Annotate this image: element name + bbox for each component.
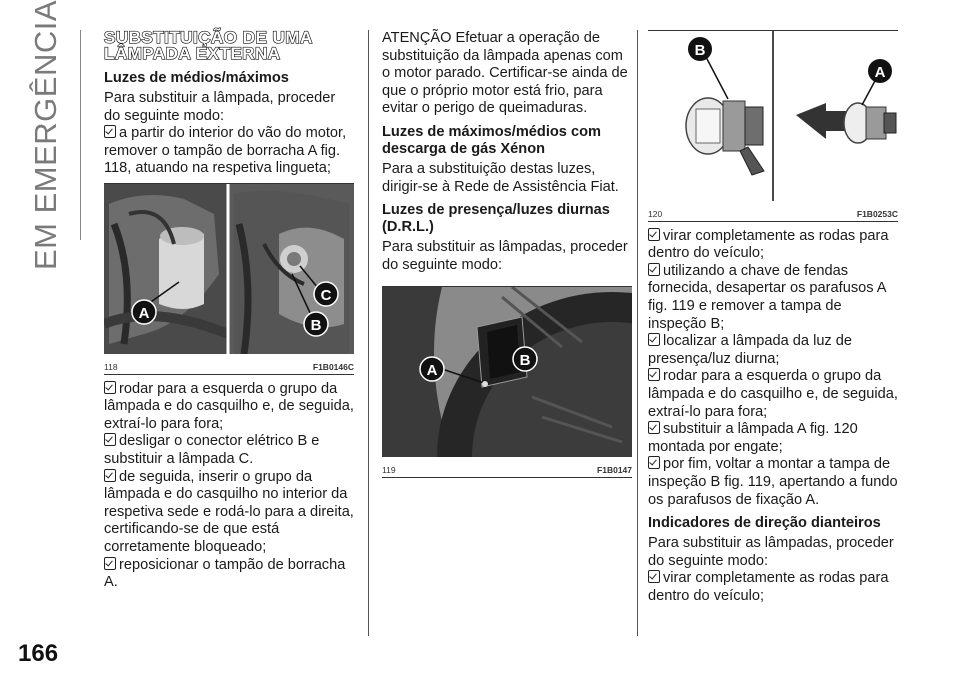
callout-a [868,59,892,83]
column-3 [648,30,898,605]
svg-text:A: A [426,362,438,380]
checkbox-bullet-icon [648,456,660,469]
svg-text:B: B [694,42,706,59]
figure-code: F1B0146C [312,361,354,372]
step-text: desligar o conector elétrico B e substituir a lâmpada C. [104,433,320,467]
column-divider-1 [368,30,369,636]
step-item [104,125,354,178]
figure-number: 120 [648,208,663,219]
step-item [104,469,354,557]
section-side-label-text: EM EMERGÊNCIA [28,0,63,271]
step-text: por fim, voltar a montar a tampa de inspeção B fig. 119, apertando a fundo os parafusos de fixação A. [648,456,898,508]
checkbox-bullet-icon [648,228,660,241]
page-number: 166 [18,640,59,667]
figure-119 [382,286,632,478]
step-item [648,570,898,605]
svg-text:A: A [874,64,886,81]
checkbox-bullet-icon [648,333,660,346]
checkbox-bullet-icon [104,469,116,482]
indicators-intro: Para substituir as lâmpadas, proceder do seguinte modo: [648,535,894,569]
svg-text:B: B [310,316,322,334]
checkbox-bullet-icon [104,433,116,446]
figure-number: 118 [104,361,118,372]
step-text: virar completamente as rodas para dentro do veículo; [648,227,889,262]
checkbox-bullet-icon [648,421,660,434]
checkbox-bullet-icon [104,381,116,394]
step-item [104,433,354,468]
xenon-text: Para a substituição destas luzes, dirigir-se à Rede de Assistência Fiat. [382,160,619,195]
step-item [648,263,898,333]
figure-caption [104,360,354,375]
checkbox-bullet-icon [648,368,660,381]
column-1 [104,30,354,592]
figure-caption [382,463,632,478]
heading-xenon: Luzes de máximos/médios com descarga de gás Xénon [382,123,601,157]
heading-turn-indicators: Indicadores de direção dianteiros [648,515,881,532]
figure-caption [648,207,898,222]
figure-118-image [104,184,354,354]
callout-b [513,347,537,371]
section-title-line1: SUBSTITUIÇÃO DE UMA [104,28,313,47]
intro-text: Para substituir a lâmpada, proceder do seguinte modo: [104,90,336,124]
heading-drl: Luzes de presença/luzes diurnas (D.R.L.) [382,202,610,236]
figure-code: F1B0253C [856,208,898,219]
figure-number: 119 [382,464,396,475]
section-title [104,30,354,62]
figure-119-image [382,287,632,457]
svg-text:A: A [138,304,150,322]
step-text: rodar para a esquerda o grupo da lâmpada e do casquilho e, de seguida, extraí-lo para fora; [648,368,898,420]
checkbox-bullet-icon [648,570,660,583]
svg-text:B: B [519,352,531,370]
step-text: virar completamente as rodas para dentro do veículo; [648,570,889,604]
heading-low-high-beam: Luzes de médios/máximos [104,70,289,86]
figure-118 [104,183,354,375]
step-item [104,381,354,434]
figure-120-image [648,31,898,201]
svg-text:C: C [320,286,332,304]
callout-a [420,357,444,381]
callout-c [314,282,338,306]
step-item [648,228,898,263]
section-title-line2: LÂMPADA EXTERNA [104,44,281,63]
section-side-label [22,0,70,271]
warning-text: ATENÇÃO Efetuar a operação de substituição da lâmpada apenas com o motor parado. Certificar-se ainda de que o próprio motor está frio, para evitar o perigo de queimaduras. [382,30,628,117]
step-item [104,557,354,592]
checkbox-bullet-icon [104,125,116,138]
step-text: localizar a lâmpada da luz de presença/luz diurna; [648,333,853,367]
step-item [648,421,898,456]
step-item [648,368,898,421]
step-text: reposicionar o tampão de borracha A. [104,556,346,591]
step-item [648,456,898,509]
step-text: substituir a lâmpada A fig. 120 montada por engate; [648,421,858,455]
step-text: de seguida, inserir o grupo da lâmpada e do casquilho no interior da respetiva sede e rodá-lo para a direita, certificando-se de que está corretamente bloqueado; [104,468,354,555]
side-divider [80,30,81,240]
callout-b [688,37,712,61]
step-text: rodar para a esquerda o grupo da lâmpada e do casquilho e, de seguida, extraí-lo para fora; [104,380,354,432]
step-text: a partir do interior do vão do motor, remover o tampão de borracha A fig. 118, atuando na respetiva lingueta; [104,125,347,177]
step-item [648,333,898,368]
column-2 [382,30,632,484]
checkbox-bullet-icon [648,263,660,276]
drl-intro: Para substituir as lâmpadas, proceder do seguinte modo: [382,239,628,273]
column-divider-2 [637,30,638,636]
callout-b [304,312,328,336]
checkbox-bullet-icon [104,557,116,570]
figure-120 [648,30,898,222]
figure-code: F1B0147 [597,464,632,475]
callout-a [132,300,156,324]
step-text: utilizando a chave de fendas fornecida, desapertar os parafusos A fig. 119 e remover a tampa de inspeção B; [648,262,886,332]
